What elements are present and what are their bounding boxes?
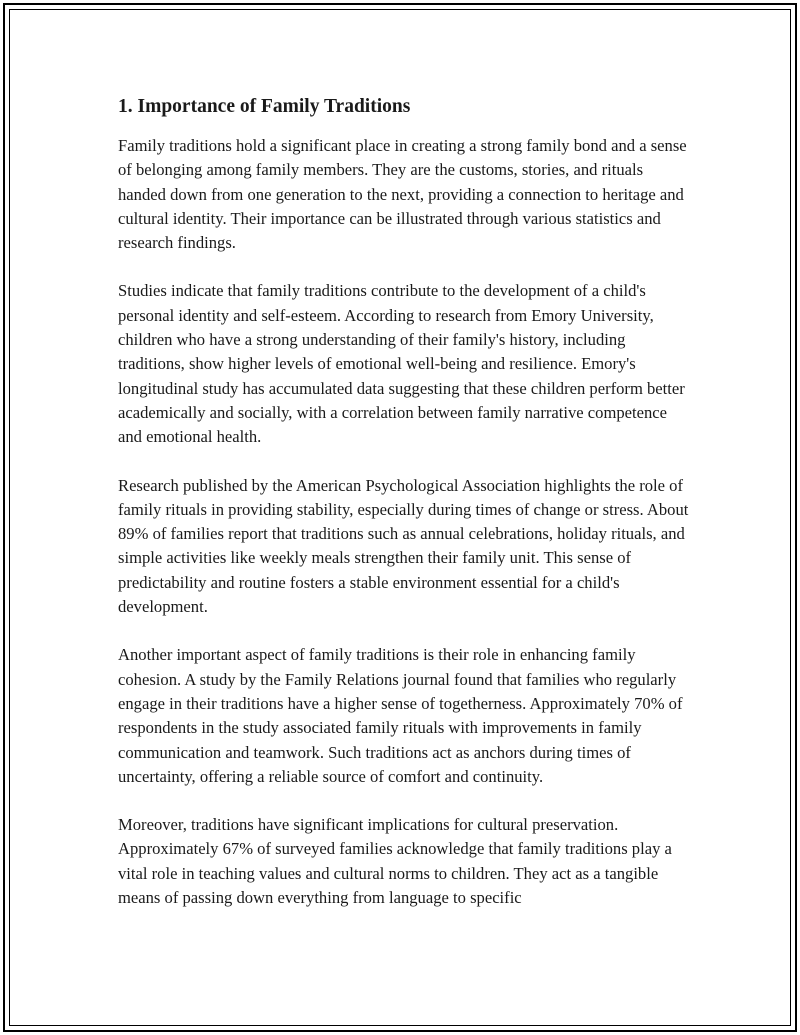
section-heading: 1. Importance of Family Traditions [118,96,411,117]
paragraph-cohesion: Another important aspect of family traditions is their role in enhancing family cohesion. A study by the Family Relations journal found that families who regularly engage in their traditions have a higher sense of togetherness. Approximately 70% of respondents in the study associated family rituals with improvements in family communication and teamwork. Such traditions act as anchors during times of uncertainty, offering a reliable source of comfort and continuity. [118,645,683,786]
paragraph-intro: Family traditions hold a significant place in creating a strong family bond and a sense of belonging among family members. They are the customs, stories, and rituals handed down from one generation to the next, providing a connection to heritage and cultural identity. Their importance can be illustrated through various statistics and research findings. [118,136,687,253]
document-body [118,94,693,934]
paragraph-identity: Studies indicate that family traditions contribute to the development of a child's personal identity and self-esteem. According to research from Emory University, children who have a strong understanding of their family's history, including traditions, show higher levels of emotional well-being and resilience. Emory's longitudinal study has accumulated data suggesting that these children perform better academically and socially, with a correlation between family narrative competence and emotional health. [118,281,685,447]
paragraph-stability: Research published by the American Psychological Association highlights the role of family rituals in providing stability, especially during times of change or stress. About 89% of families report that traditions such as annual celebrations, holiday rituals, and simple activities like weekly meals strengthen their family unit. This sense of predictability and routine fosters a stable environment essential for a child's development. [118,475,689,617]
paragraph-cultural-preservation: Moreover, traditions have significant implications for cultural preservation. Approximately 67% of surveyed families acknowledge that family traditions play a vital role in teaching values and cultural norms to children. They act as a tangible means of passing down everything from language to specific [118,815,672,908]
